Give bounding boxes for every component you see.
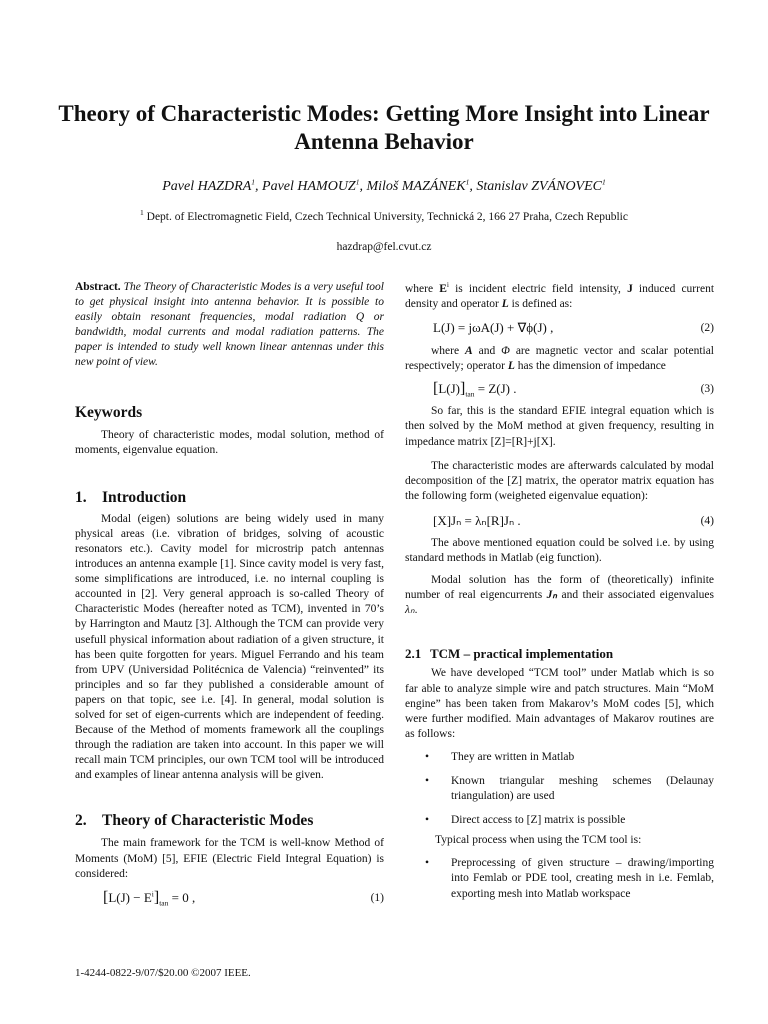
bullet-glyph: • bbox=[425, 857, 430, 870]
author-affiliation-mark: 1 bbox=[465, 177, 470, 187]
affiliation-mark: 1 bbox=[140, 208, 144, 218]
list-item: • Direct access to [Z] matrix is possible bbox=[405, 813, 714, 828]
left-column bbox=[75, 280, 384, 909]
section-heading bbox=[75, 811, 384, 830]
bullet-list bbox=[405, 856, 714, 901]
affiliation-text: Dept. of Electromagnetic Field, Czech Technical University, Technická 2, 166 27 Praha, Czech Republic bbox=[146, 211, 628, 223]
subsection-title: TCM – practical implementation bbox=[430, 646, 614, 662]
abstract-text: The Theory of Characteristic Modes is a very useful tool to get physical insight into antenna behavior. It is possible to easily obtain resonant frequencies, modal radiation Q or bandwidth, modal currents and modal radiation patterns. The paper is intended to study well known linear antennas under this new point of view. bbox=[75, 281, 384, 369]
subsection-heading bbox=[405, 645, 714, 662]
paragraph: The main framework for the TCM is well-know Method of Moments (MoM) [5], EFIE (Electric Field Integral Equation) is considered: bbox=[75, 837, 384, 880]
equation bbox=[405, 510, 714, 532]
author-name: Stanislav ZVÁNOVEC bbox=[476, 179, 603, 194]
list-item: • Preprocessing of given structure – drawing/importing into Femlab or PDE tool, creating mesh in i.e. Femlab, exporting mesh into Matlab workspace bbox=[425, 857, 714, 900]
paragraph: We have developed “TCM tool” under Matlab which is so far able to analyze simple wire and patch structures. Main “MoM engine” has been taken from Makarov’s MoM codes [5], which were further modified. Main advantages of Makarov routines are as follows: bbox=[405, 667, 714, 740]
paragraph: Typical process when using the TCM tool is: bbox=[435, 834, 642, 847]
author-name: Pavel HAMOUZ bbox=[262, 179, 356, 194]
paragraph: where A and Φ are magnetic vector and scalar potential respectively; operator L has the dimension of impedance bbox=[405, 345, 715, 373]
section-heading bbox=[75, 488, 384, 507]
paragraph: Modal solution has the form of (theoretically) infinite number of real eigencurrents Jₙ and their associated eigenvalues λₙ. bbox=[405, 574, 715, 617]
paragraph: The characteristic modes are afterwards calculated by modal decomposition of the [Z] matrix, the operator matrix equation has the following form (weigheted eigenvalue equation): bbox=[405, 459, 714, 502]
abstract-label: Abstract. bbox=[75, 281, 121, 293]
list-item: • They are written in Matlab bbox=[405, 750, 714, 765]
paragraph: Modal (eigen) solutions are being widely used in many physical areas (i.e. vibration of bridges, solving of acoustic resonators etc.). Cavity model for microstrip patch antennas introduces an antenna example [1]. Since cavity model is very fast, some simplifications are introduced, i.e. no internal coupling is accounted in [2]. Very general approach is so-called Theory of Characteristic Modes (hereafter noted as TCM), invented in 70’s by Harrington and Mautz [3]. Although the TCM can provide very usefull physical information about radiation of a given structure, it has been quite forgotten for years. Miguel Ferrando and his team from UPV (Universidad Politécnica de Valencia) “reinvented” its principles and so far they published a considerable amount of papers on that topic, see i.e. [4]. In general, modal solution is solved for set of eigen-currents which are independent of feeding. Because of the Method of moments framework all the couplings through the radiation are taken into account. In this paper we will recall main TCM principles, our own TCM tool will be introduced and examples of linear antenna analysis will be given. bbox=[75, 512, 384, 782]
subsection-number: 2.1 bbox=[405, 646, 422, 662]
section-title: Theory of Characteristic Modes bbox=[102, 812, 314, 830]
author-name: Pavel HAZDRA bbox=[162, 179, 252, 194]
author-list: Pavel HAZDRA$^1$, Pavel HAMOUZ$^1$, Miloš MAZÁNEK$^1$, Stanislav ZVÁNOVEC$^1$ bbox=[162, 177, 606, 194]
keywords-heading: Keywords bbox=[75, 403, 143, 421]
paper-title: Theory of Characteristic Modes: Getting More Insight into Linear Antenna Behavior bbox=[58, 101, 710, 154]
equation-expression: L(J) = jωA(J) + ∇ϕ(J) , bbox=[433, 320, 554, 336]
section-title: Introduction bbox=[102, 488, 187, 506]
affiliation bbox=[40, 209, 728, 225]
bullet-glyph: • bbox=[425, 774, 430, 787]
equation bbox=[405, 378, 714, 400]
author-affiliation-mark: 1 bbox=[251, 177, 256, 187]
copyright-footer: 1-4244-0822-9/07/$20.00 ©2007 IEEE. bbox=[75, 967, 251, 979]
keywords-text: Theory of characteristic modes, modal solution, method of moments, eigenvalue equation. bbox=[75, 428, 384, 456]
author-affiliation-mark: 1 bbox=[602, 177, 606, 187]
equation bbox=[405, 317, 714, 339]
list-item: • Known triangular meshing schemes (Delaunay triangulation) are used bbox=[425, 774, 714, 803]
equation-expression: $[L(J)]_{tan} = Z(J)$ . bbox=[433, 380, 517, 399]
author-name: Miloš MAZÁNEK bbox=[366, 179, 466, 194]
paragraph: where $E^i$ is incident electric field intensity, J induced current density and operator L is defined as: bbox=[405, 280, 715, 311]
equation-number: (4) bbox=[700, 514, 714, 527]
bullet-glyph: • bbox=[425, 750, 430, 763]
paragraph: So far, this is the standard EFIE integral equation which is then solved by the MoM method at given frequency, resulting in impedance matrix [Z]=[R]+j[X]. bbox=[405, 405, 714, 448]
abstract bbox=[75, 280, 384, 371]
equation-expression: [X]Jₙ = λₙ[R]Jₙ . bbox=[433, 512, 521, 528]
bullet-glyph: • bbox=[425, 814, 430, 827]
section-number: 2. bbox=[75, 812, 87, 830]
section-number: 1. bbox=[75, 488, 87, 506]
equation-number: (2) bbox=[700, 322, 714, 335]
equation-expression: $[L(J) - E^i]_{tan} = 0$ , bbox=[103, 888, 196, 908]
paragraph: The above mentioned equation could be solved i.e. by using standard methods in Matlab (eig function). bbox=[405, 536, 714, 565]
bullet-list bbox=[405, 750, 714, 828]
right-column bbox=[405, 282, 714, 902]
equation-number: (3) bbox=[700, 383, 714, 396]
author-affiliation-mark: 1 bbox=[355, 177, 360, 187]
author-email: hazdrap@fel.cvut.cz bbox=[336, 241, 432, 253]
equation-number: (1) bbox=[370, 891, 384, 904]
equation bbox=[75, 887, 384, 909]
